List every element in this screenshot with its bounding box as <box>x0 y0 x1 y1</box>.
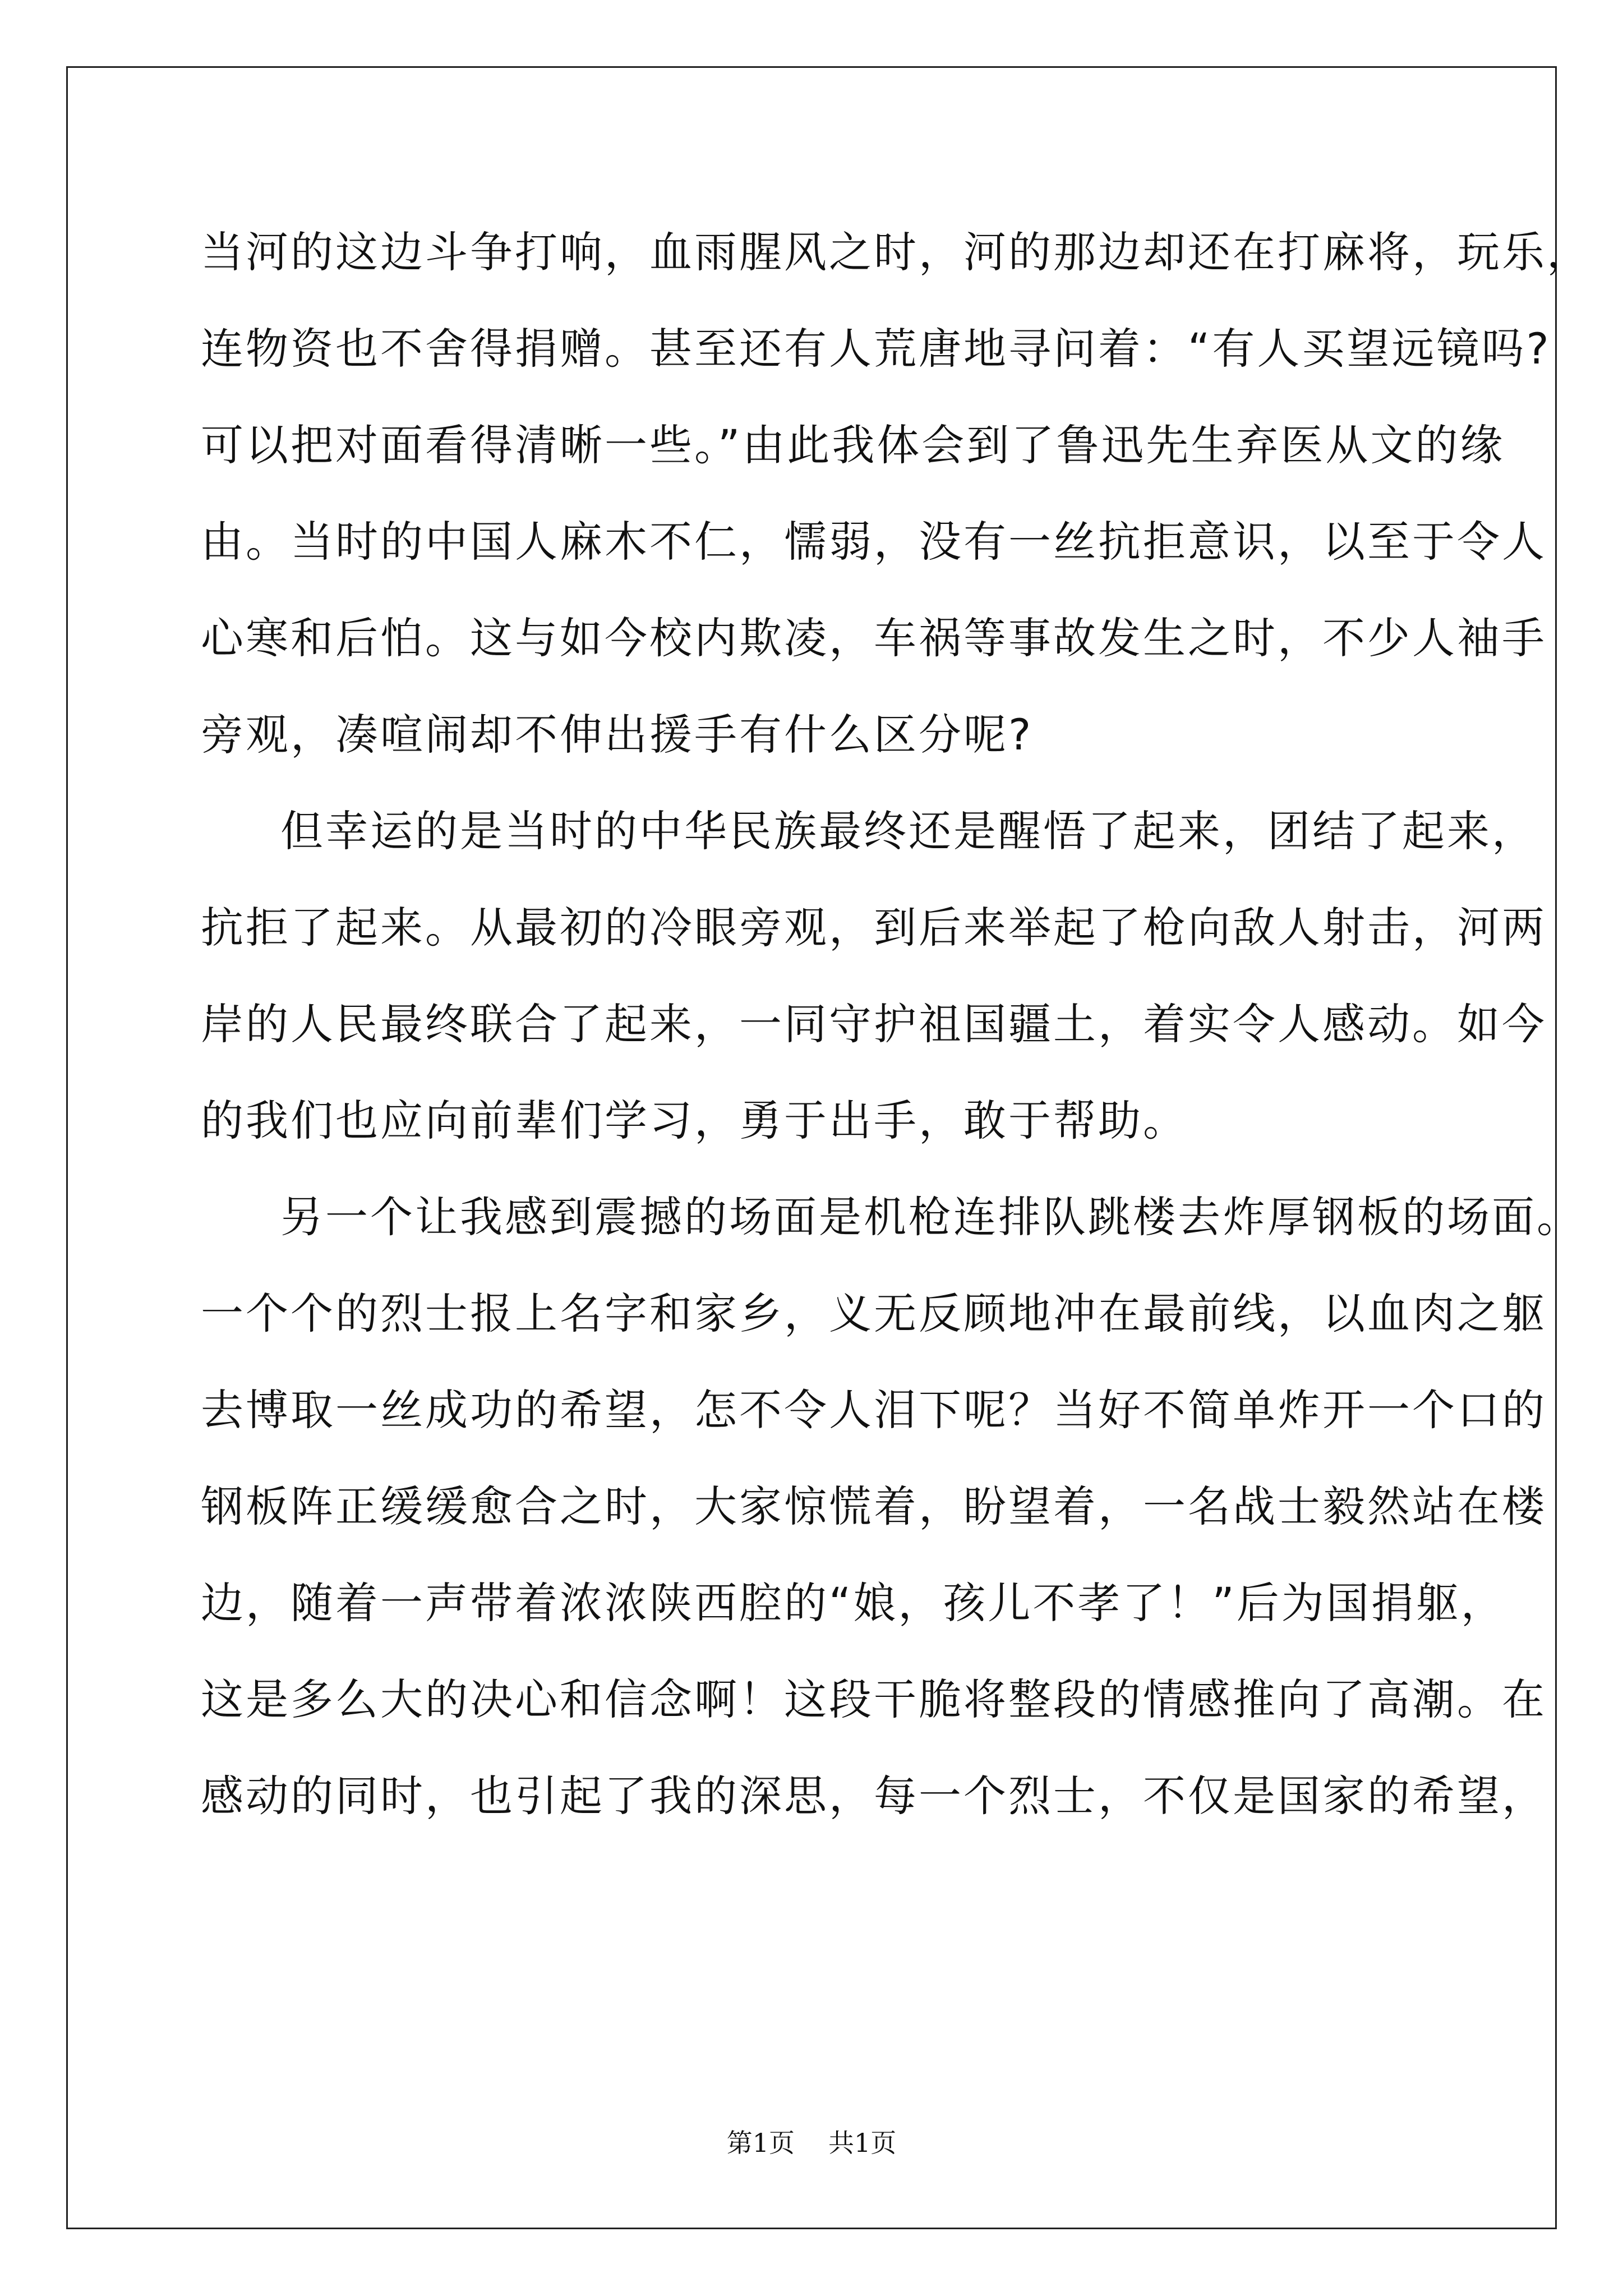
page-total: 共1页 <box>828 2128 897 2158</box>
text-line: 感动的同时，也引起了我的深思，每一个烈士，不仅是国家的希望， <box>201 1771 1547 1821</box>
text-line: 的我们也应向前辈们学习，勇于出手，敢于帮助。 <box>201 1096 1188 1145</box>
text-line: 去博取一丝成功的希望，怎不令人泪下呢？当好不简单炸开一个口的 <box>201 1385 1547 1435</box>
text-line: 边，随着一声带着浓浓陕西腔的“娘，孩儿不孝了！”后为国捐躯， <box>201 1578 1506 1628</box>
page-number: 第1页 <box>726 2128 795 2158</box>
paragraph-first-line: 但幸运的是当时的中华民族最终还是醒悟了起来，团结了起来， <box>280 806 1537 856</box>
text-line: 旁观，凑喧闹却不伸出援手有什么区分呢? <box>201 710 1034 760</box>
text-line: 可以把对面看得清晰一些。”由此我体会到了鲁迅先生弃医从文的缘 <box>201 420 1505 470</box>
text-line: 一个个的烈士报上名字和家乡，义无反顾地冲在最前线，以血肉之躯 <box>201 1289 1547 1338</box>
text-line: 心寒和后怕。这与如今校内欺凌，车祸等事故发生之时，不少人袖手 <box>201 613 1547 663</box>
paragraph-first-line: 另一个让我感到震撼的场面是机枪连排队跳楼去炸厚钢板的场面。 <box>280 1192 1581 1242</box>
text-line: 这是多么大的决心和信念啊！这段干脆将整段的情感推向了高潮。在 <box>201 1674 1547 1724</box>
text-line: 钢板阵正缓缓愈合之时，大家惊慌着，盼望着，一名战士毅然站在楼 <box>201 1481 1547 1531</box>
page-footer <box>0 2126 1623 2160</box>
text-line: 由。当时的中国人麻木不仁，懦弱，没有一丝抗拒意识，以至于令人 <box>201 517 1547 567</box>
text-line: 岸的人民最终联合了起来，一同守护祖国疆土，着实令人感动。如今 <box>201 999 1547 1049</box>
text-line: 当河的这边斗争打响，血雨腥风之时，河的那边却还在打麻将，玩乐， <box>201 227 1592 277</box>
text-line: 连物资也不舍得捐赠。甚至还有人荒唐地寻问着：“有人买望远镜吗? <box>201 324 1551 374</box>
text-line: 抗拒了起来。从最初的冷眼旁观，到后来举起了枪向敌人射击，河两 <box>201 903 1547 953</box>
